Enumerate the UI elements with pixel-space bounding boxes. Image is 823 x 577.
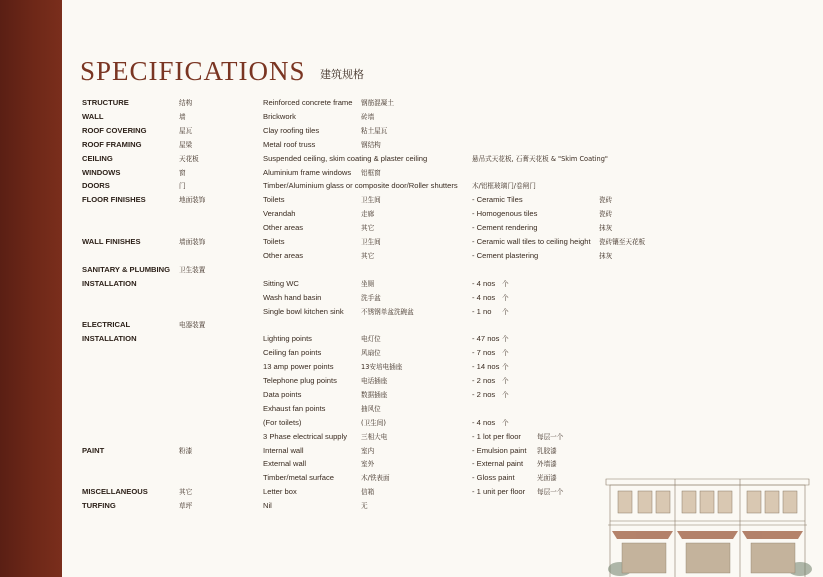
category-label-chinese: 屋梁 (179, 140, 193, 149)
spec-item-chinese: 粘土屋瓦 (361, 126, 388, 135)
table-row (0, 221, 823, 235)
category-label: WINDOWS (82, 167, 121, 177)
spec-detail: - 4 nos (472, 417, 496, 427)
spec-detail: - Ceramic wall tiles to ceiling height (472, 237, 591, 246)
table-row (0, 360, 823, 374)
category-label-chinese: 草坪 (179, 502, 193, 511)
table-row (0, 138, 823, 152)
spec-detail: - Emulsion paint (472, 445, 527, 455)
category-label-chinese: 屋瓦 (179, 126, 193, 135)
spec-detail: - 1 unit per floor (472, 487, 526, 497)
spec-detail: - 2 nos (472, 389, 496, 399)
category-label: WALL (82, 111, 104, 121)
table-row (0, 96, 823, 110)
spec-item: 3 Phase electrical supply (263, 431, 347, 441)
spec-item: Verandah (263, 209, 296, 219)
category-label-chinese: 电器装置 (179, 321, 206, 330)
category-label: DOORS (82, 181, 110, 191)
category-label: PAINT (82, 445, 105, 455)
spec-item: External wall (263, 459, 307, 469)
spec-item-chinese: 木/铁表面 (361, 474, 390, 483)
table-row (0, 444, 823, 458)
spec-item: Other areas (263, 223, 304, 233)
category-label: ROOF FRAMING (82, 139, 142, 149)
table-row (0, 277, 823, 291)
spec-item-chinese: 卫生间 (361, 196, 381, 205)
spec-item-chinese: 室外 (361, 460, 375, 469)
spec-item: Ceiling fan points (263, 348, 322, 358)
spec-item: Clay roofing tiles (263, 125, 320, 135)
spec-detail-chinese: 抹灰 (599, 224, 613, 233)
spec-item: (For toilets) (263, 417, 302, 427)
quantity-unit-chinese: 个 (502, 307, 509, 316)
quantity-unit-chinese: 个 (502, 363, 509, 372)
category-label-chinese: 其它 (179, 488, 193, 497)
category-label-chinese: 门 (179, 182, 186, 191)
spec-item: Suspended ceiling, skim coating & plaster ceiling (263, 153, 428, 163)
quantity-unit-chinese: 个 (502, 279, 509, 288)
spec-item-chinese: 抽风位 (361, 404, 381, 413)
table-row (0, 402, 823, 416)
table-row (0, 249, 823, 263)
table-row (0, 291, 823, 305)
category-label-chinese: 卫生装置 (179, 265, 206, 274)
category-label-chinese: 墙 (179, 112, 186, 121)
spec-item: Sitting WC (263, 278, 299, 288)
spec-detail: - Homogenous tiles (472, 209, 538, 219)
spec-item-chinese: 坐厕 (361, 279, 375, 288)
spec-item-chinese: 不锈钢单盆洗碗盆 (361, 307, 414, 316)
spec-item-chinese: 走廊 (361, 210, 375, 219)
table-row (0, 124, 823, 138)
spec-item: Other areas (263, 250, 304, 260)
spec-item-chinese: 13安培电插座 (361, 363, 403, 372)
spec-item-chinese: 风扇位 (361, 349, 381, 358)
spec-item: Toilets (263, 237, 285, 246)
category-label: INSTALLATION (82, 334, 137, 344)
spec-detail-chinese: 悬吊式天花板, 石膏天花板 & "Skim Coating" (472, 154, 608, 163)
table-row (0, 388, 823, 402)
spec-item: 13 amp power points (263, 362, 334, 372)
table-row (0, 346, 823, 360)
spec-item: Wash hand basin (263, 292, 322, 302)
category-label-chinese: 窗 (179, 168, 186, 177)
quantity-unit-chinese: 个 (502, 390, 509, 399)
quantity-unit-chinese: 个 (502, 335, 509, 344)
table-row (0, 332, 823, 346)
spec-item: Brickwork (263, 111, 296, 121)
category-label: ELECTRICAL (82, 320, 131, 330)
quantity-unit-chinese: 个 (502, 377, 509, 385)
spec-detail-chinese: 抹灰 (599, 251, 613, 260)
spec-item: Internal wall (263, 445, 304, 455)
category-label-chinese: 结构 (179, 99, 193, 107)
table-row (0, 305, 823, 319)
spec-detail-chinese: 乳胶漆 (537, 446, 557, 455)
table-row (0, 152, 823, 166)
spec-item-chinese: 电话插座 (361, 377, 388, 385)
spec-item: Timber/Aluminium glass or composite door/Roller shutters (263, 181, 458, 191)
spec-item: Letter box (263, 487, 297, 497)
spec-item-chinese: 信箱 (361, 488, 375, 497)
spec-detail: - 4 nos (472, 292, 496, 302)
spec-detail: - Cement plastering (472, 250, 539, 260)
spec-detail: - 2 nos (472, 376, 496, 385)
quantity-unit-chinese: 个 (502, 293, 509, 302)
spec-detail-chinese: 瓷砖 (599, 210, 613, 219)
spec-detail: - 47 nos (472, 334, 500, 344)
spec-item: Exhaust fan points (263, 403, 326, 413)
category-label: ROOF COVERING (82, 125, 147, 135)
table-row (0, 193, 823, 207)
spec-item: Data points (263, 389, 302, 399)
spec-detail: - 1 lot per floor (472, 431, 521, 441)
spec-item-chinese: 电灯位 (361, 335, 381, 344)
table-row (0, 179, 823, 193)
spec-detail-chinese: 外墙漆 (537, 460, 557, 469)
spec-item: Lighting points (263, 334, 312, 344)
category-label: TURFING (82, 501, 116, 511)
spec-detail: - 1 no (472, 306, 492, 316)
spec-item-chinese: 砖墙 (361, 112, 375, 121)
quantity-unit-chinese: 个 (502, 418, 509, 427)
spec-detail-chinese: 瓷砖镶至天花板 (599, 238, 646, 246)
category-label: STRUCTURE (82, 98, 129, 107)
category-label: INSTALLATION (82, 278, 137, 288)
spec-detail-chinese: 木/铝框玻璃门/卷闸门 (472, 182, 536, 191)
category-label-chinese: 墙面装饰 (179, 238, 206, 246)
spec-detail: - External paint (472, 459, 524, 469)
table-row (0, 235, 823, 249)
spec-item: Metal roof truss (263, 139, 316, 149)
table-row (0, 263, 823, 277)
quantity-unit-chinese: 个 (502, 349, 509, 358)
spec-detail-chinese: 每层一个 (537, 432, 564, 441)
spec-detail: - Ceramic Tiles (472, 195, 523, 205)
spec-detail: - 14 nos (472, 362, 500, 372)
spec-item-chinese: 室内 (361, 446, 375, 455)
spec-detail: - 4 nos (472, 278, 496, 288)
table-row (0, 207, 823, 221)
spec-item-chinese: 钢筋混凝土 (361, 99, 394, 107)
table-row (0, 110, 823, 124)
spec-item-chinese: 钢结构 (361, 140, 381, 149)
spec-detail-chinese: 光面漆 (537, 474, 557, 483)
table-row (0, 416, 823, 430)
category-label: FLOOR FINISHES (82, 195, 146, 205)
spec-item-chinese: 三相大电 (361, 432, 388, 441)
table-row (0, 166, 823, 180)
spec-item-chinese: 无 (361, 502, 368, 511)
table-row (0, 374, 823, 388)
spec-item-chinese: 卫生间 (361, 238, 381, 246)
category-label: WALL FINISHES (82, 237, 141, 246)
category-label-chinese: 地面装饰 (179, 196, 206, 205)
spec-item: Single bowl kitchen sink (263, 306, 344, 316)
spec-detail-chinese: 每层一个 (537, 488, 564, 497)
category-label: SANITARY & PLUMBING (82, 264, 171, 274)
shophouse-illustration (600, 465, 815, 577)
page-title-chinese: 建筑规格 (320, 68, 364, 81)
spec-detail: - Cement rendering (472, 223, 538, 233)
category-label: CEILING (82, 153, 113, 163)
spec-item: Nil (263, 501, 272, 511)
spec-detail: - Gloss paint (472, 473, 515, 483)
spec-item: Reinforced concrete frame (263, 98, 353, 107)
table-row (0, 318, 823, 332)
spec-item-chinese: 其它 (361, 224, 375, 233)
category-label: MISCELLANEOUS (82, 487, 148, 497)
spec-item: Telephone plug points (263, 376, 337, 385)
category-label-chinese: 天花板 (179, 154, 199, 163)
spec-item-chinese: 其它 (361, 251, 375, 260)
spec-item: Timber/metal surface (263, 473, 335, 483)
spec-item-chinese: 洗手盆 (361, 293, 381, 302)
table-row (0, 430, 823, 444)
spec-item-chinese: (卫生间) (361, 418, 386, 427)
spec-detail-chinese: 瓷砖 (599, 196, 613, 205)
spec-detail: - 7 nos (472, 348, 496, 358)
spec-item-chinese: 铝框窗 (361, 168, 381, 177)
spec-item: Aluminium frame windows (263, 167, 352, 177)
page-title: SPECIFICATIONS (80, 56, 306, 86)
category-label-chinese: 粉漆 (179, 446, 193, 455)
spec-item-chinese: 数据插座 (361, 390, 388, 399)
spec-item: Toilets (263, 195, 285, 205)
